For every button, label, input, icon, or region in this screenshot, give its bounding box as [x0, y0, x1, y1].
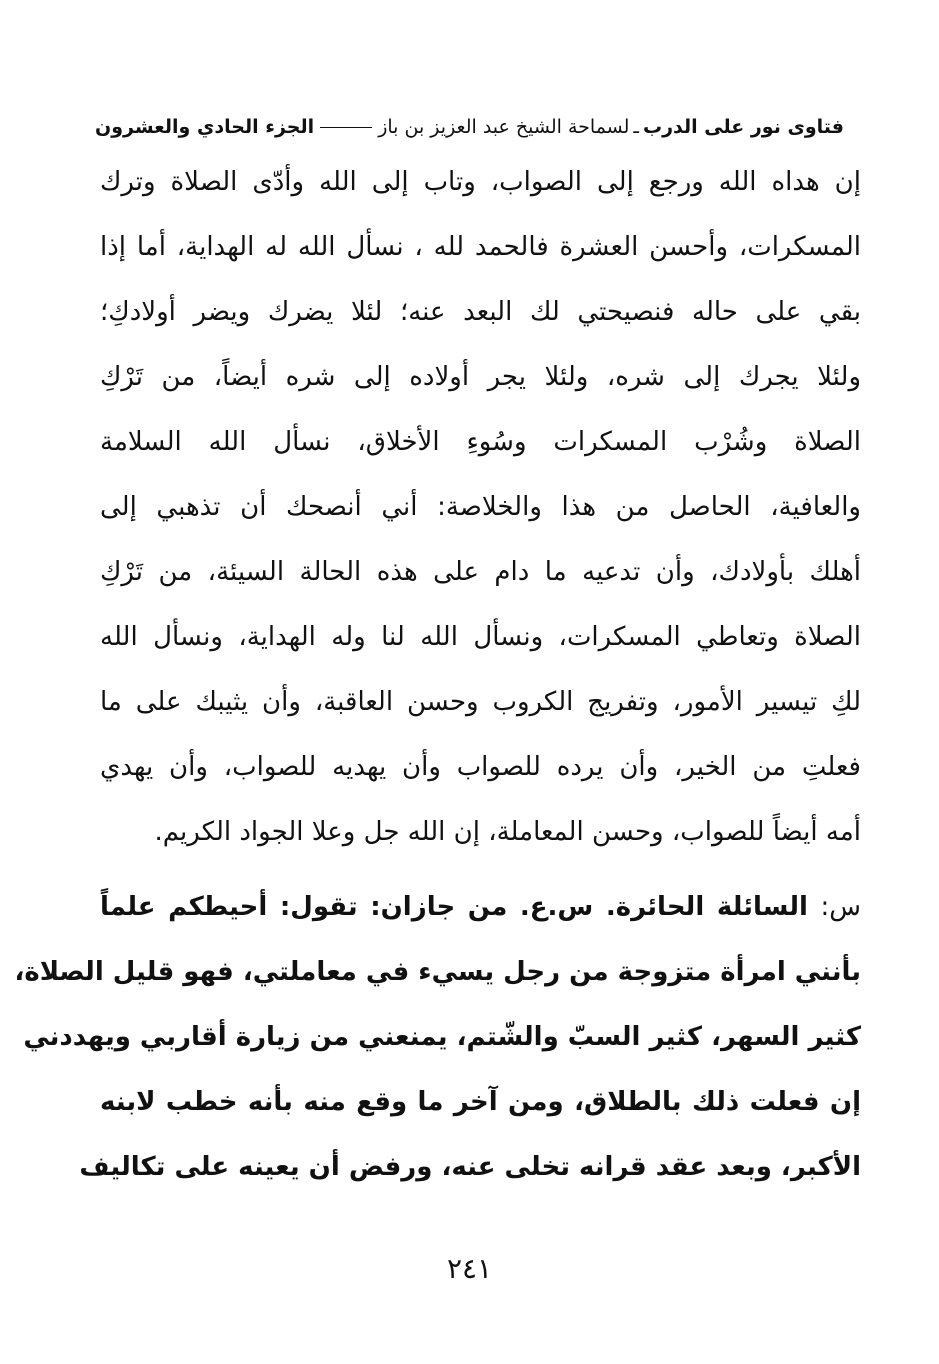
text-line: الصلاة وتعاطي المسكرات، ونسأل الله لنا وله الهداية، ونسأل الله [100, 622, 861, 652]
text-line: الصلاة وشُرْب المسكرات وسُوءِ الأخلاق، نسأل الله السلامة [100, 427, 861, 457]
book-title: فتاوى نور على الدرب [643, 116, 844, 138]
text-line: أمه أيضاً للصواب، وحسن المعاملة، إن الله جل وعلا الجواد الكريم. [154, 817, 861, 847]
author-name: لسماحة الشيخ عبد العزيز بن باز [378, 116, 630, 138]
answer-paragraph [100, 150, 861, 865]
text-line: إن هداه الله ورجع إلى الصواب، وتاب إلى الله وأدّى الصلاة وترك [100, 167, 861, 197]
header-separator-dash: ـ [633, 116, 639, 138]
question-text: السائلة الحائرة. س.ع. من جازان: تقول: أحيطكم علماً [100, 892, 808, 922]
text-line: بقي على حاله فنصيحتي لك البعد عنه؛ لئلا يضرك ويضر أولادكِ؛ [100, 297, 861, 327]
text-line: فعلتِ من الخير، وأن يرده للصواب وأن يهديه للصواب، وأن يهدي [100, 752, 861, 782]
text-line: إن فعلت ذلك بالطلاق، ومن آخر ما وقع منه بأنه خطب لابنه [100, 1087, 861, 1117]
text-line: لكِ تيسير الأمور، وتفريج الكروب وحسن العاقبة، وأن يثيبك على ما [100, 687, 861, 717]
body-text [14, 150, 861, 1200]
volume-title: الجزء الحادي والعشرون [95, 116, 315, 138]
question-first-line [100, 875, 861, 940]
text-line: بأنني امرأة متزوجة من رجل يسيء في معاملتي، فهو قليل الصلاة، [14, 957, 861, 987]
running-header [95, 110, 844, 144]
page-number: ٢٤١ [446, 1252, 493, 1285]
question-prefix: س: [820, 892, 861, 922]
text-line: ولئلا يجرك إلى شره، ولئلا يجر أولاده إلى شره أيضاً، من تَرْكِ [100, 362, 861, 392]
text-line: الأكبر، وبعد عقد قرانه تخلى عنه، ورفض أن يعينه على تكاليف [79, 1152, 861, 1182]
text-line: كثير السهر، كثير السبّ والشّتم، يمنعني من زيارة أقاربي ويهددني [23, 1022, 861, 1052]
paragraph-gap [100, 865, 861, 875]
text-line: والعافية، الحاصل من هذا والخلاصة: أني أنصحك أن تذهبي إلى [100, 492, 861, 522]
question-paragraph [14, 875, 861, 1200]
header-rule [320, 127, 372, 128]
text-line: المسكرات، وأحسن العشرة فالحمد لله ، نسأل الله له الهداية، أما إذا [100, 232, 861, 262]
text-line: أهلك بأولادك، وأن تدعيه ما دام على هذه الحالة السيئة، من تَرْكِ [100, 557, 861, 587]
